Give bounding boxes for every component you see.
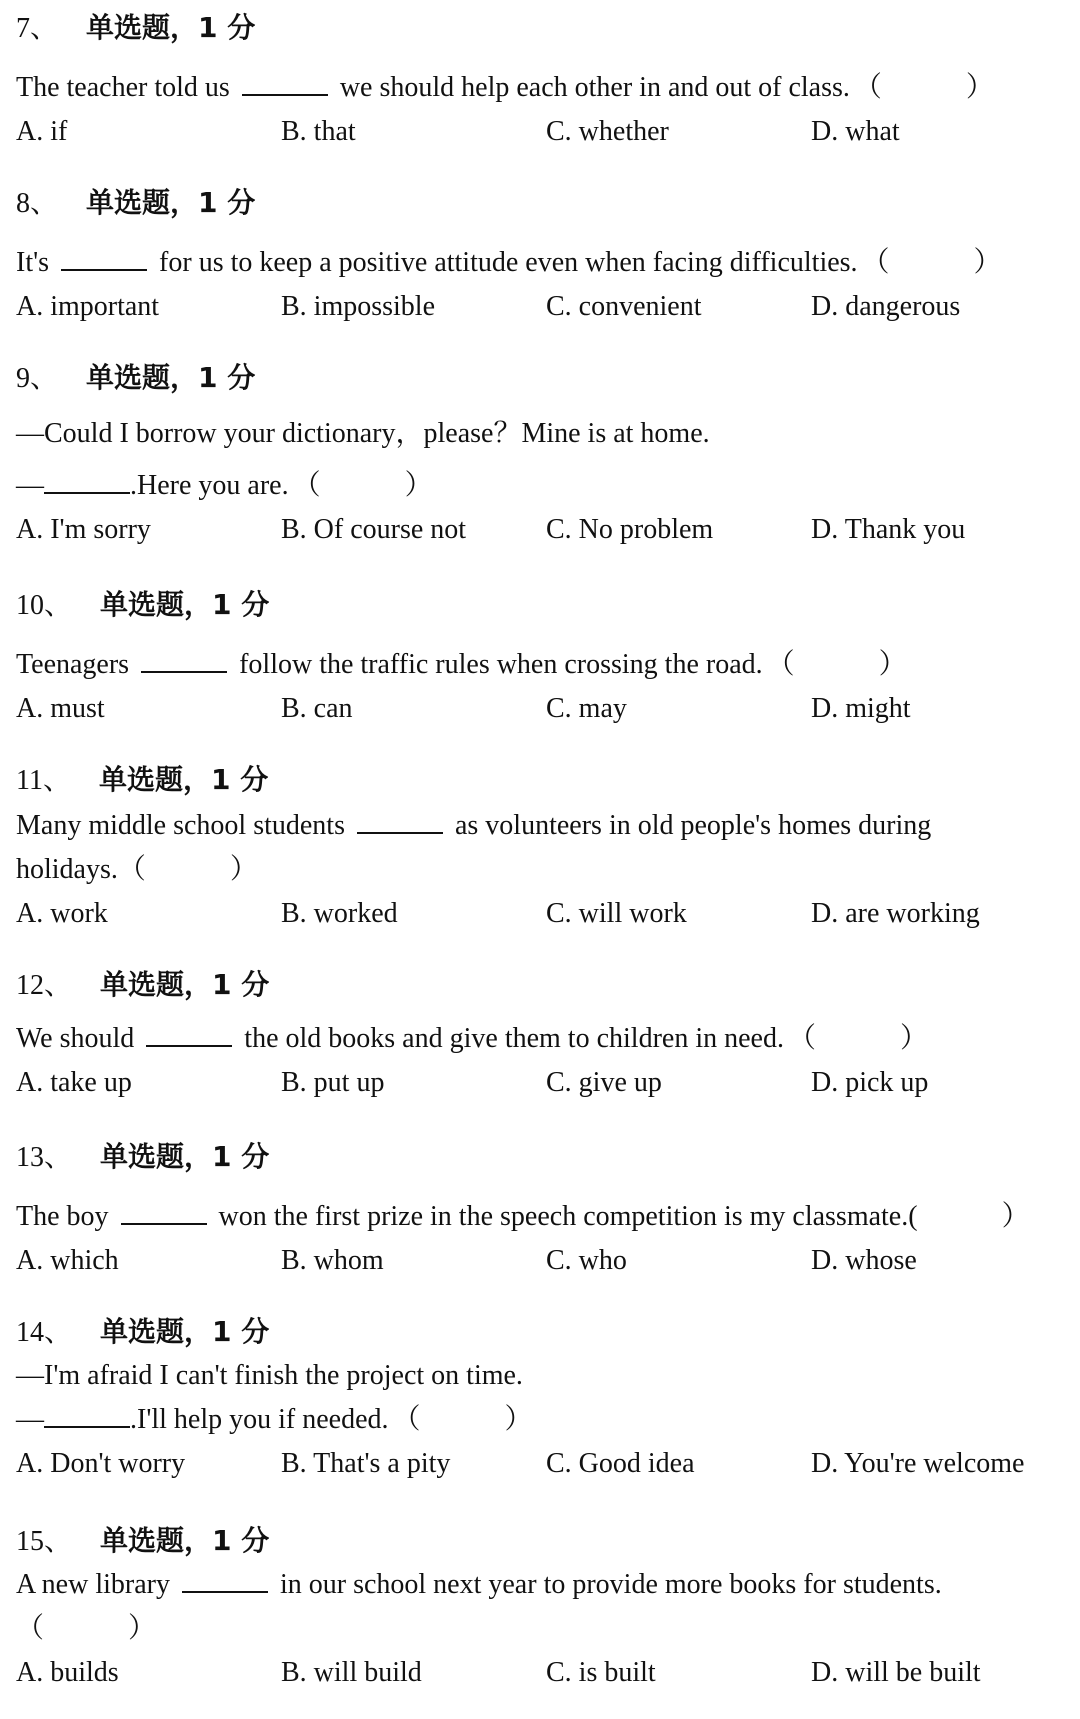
- option-c[interactable]: C. will work: [546, 898, 687, 929]
- option-a[interactable]: A. which: [16, 1245, 119, 1276]
- answer-paren: （ ）: [392, 1404, 533, 1435]
- stem-text-after: .Here you are.: [130, 470, 289, 501]
- stem-text-after: we should help each other in and out of class.: [339, 72, 850, 103]
- options-row: [16, 1239, 1066, 1283]
- question-type: 单选题，1 分: [86, 361, 256, 394]
- option-d[interactable]: D. are working: [811, 898, 980, 929]
- option-a[interactable]: A. I'm sorry: [16, 514, 151, 545]
- option-d[interactable]: D. dangerous: [811, 291, 961, 322]
- question-type: 单选题，1 分: [100, 968, 270, 1001]
- answer-blank: [61, 247, 147, 271]
- stem-text-after: .I'll help you if needed.: [130, 1404, 389, 1435]
- option-b[interactable]: B. will build: [281, 1657, 422, 1688]
- option-c[interactable]: C. No problem: [546, 514, 714, 545]
- stem-text-before: The boy: [16, 1201, 109, 1232]
- question-header: [16, 358, 1066, 398]
- answer-blank: [44, 470, 130, 494]
- question-type: 单选题，1 分: [98, 763, 269, 796]
- question-13: [16, 1137, 1066, 1283]
- question-type: 单选题，1 分: [100, 588, 270, 621]
- option-c[interactable]: C. whether: [546, 116, 669, 147]
- answer-paren: （ ）: [766, 649, 907, 680]
- option-c[interactable]: C. is built: [546, 1657, 656, 1688]
- stem-text-after: won the first prize in the speech competition is my classmate.: [218, 1201, 909, 1232]
- option-a[interactable]: A. must: [16, 693, 105, 724]
- stem-text-after: for us to keep a positive attitude even when facing difficulties.: [159, 247, 858, 278]
- option-a[interactable]: A. Don't worry: [16, 1448, 186, 1479]
- question-stem: [16, 1195, 1066, 1239]
- option-d[interactable]: D. will be built: [811, 1657, 981, 1688]
- question-header: [16, 1521, 1066, 1561]
- option-c[interactable]: C. convenient: [546, 291, 702, 322]
- option-b[interactable]: B. worked: [281, 898, 398, 929]
- answer-paren: （ ）: [292, 470, 433, 501]
- question-number: 13、: [16, 1142, 73, 1173]
- option-a[interactable]: A. builds: [16, 1657, 119, 1688]
- question-number: 11、: [16, 765, 71, 796]
- question-header: [16, 183, 1066, 223]
- question-stem: [16, 1563, 1066, 1607]
- question-stem: [16, 1017, 1066, 1061]
- question-type: 单选题，1 分: [100, 1315, 270, 1348]
- stem-text-before: —: [16, 1404, 44, 1435]
- options-row: [16, 508, 1066, 552]
- question-stem: holidays.（ ）: [16, 854, 258, 885]
- question-stem: [16, 241, 1066, 285]
- stem-text-before: —: [16, 470, 44, 501]
- option-c[interactable]: C. give up: [546, 1067, 662, 1098]
- question-number: 12、: [16, 970, 73, 1001]
- question-header: [16, 585, 1066, 625]
- question-header: [16, 965, 1066, 1005]
- options-row: [16, 285, 1066, 329]
- question-15: [16, 1521, 1066, 1695]
- answer-paren: ( ）: [908, 1201, 1030, 1232]
- question-header: [16, 1312, 1066, 1352]
- question-stem: （ ）: [16, 1613, 157, 1644]
- question-number: 8、: [16, 188, 59, 219]
- question-type: 单选题，1 分: [100, 1524, 270, 1557]
- question-14: [16, 1312, 1066, 1486]
- options-row: [16, 1061, 1066, 1105]
- question-header: [16, 760, 1066, 800]
- question-type: 单选题，1 分: [100, 1140, 270, 1173]
- stem-text-before: We should: [16, 1023, 135, 1054]
- option-a[interactable]: A. take up: [16, 1067, 132, 1098]
- option-c[interactable]: C. may: [546, 693, 627, 724]
- option-b[interactable]: B. put up: [281, 1067, 385, 1098]
- question-stem: [16, 464, 1066, 508]
- options-row: [16, 1442, 1066, 1486]
- answer-blank: [141, 649, 227, 673]
- stem-text-after: follow the traffic rules when crossing the road.: [239, 649, 763, 680]
- option-d[interactable]: D. pick up: [811, 1067, 929, 1098]
- question-type: 单选题，1 分: [86, 11, 256, 44]
- stem-text-before: A new library: [16, 1569, 170, 1600]
- question-stem: [16, 804, 1066, 848]
- question-number: 7、: [16, 13, 59, 44]
- option-d[interactable]: D. whose: [811, 1245, 917, 1276]
- answer-blank: [357, 810, 443, 834]
- stem-text-before: Teenagers: [16, 649, 130, 680]
- stem-text-before: The teacher told us: [16, 72, 230, 103]
- question-9: [16, 358, 1066, 552]
- options-row: [16, 110, 1066, 154]
- option-b[interactable]: B. impossible: [281, 291, 436, 322]
- answer-paren: （ ）: [853, 72, 994, 103]
- answer-blank: [146, 1023, 232, 1047]
- option-b[interactable]: B. That's a pity: [281, 1448, 451, 1479]
- question-number: 14、: [16, 1317, 73, 1348]
- options-row: [16, 1651, 1066, 1695]
- answer-blank: [182, 1569, 268, 1593]
- question-7: [16, 8, 1066, 154]
- stem-text-after: in our school next year to provide more books for students.: [279, 1569, 942, 1600]
- options-row: [16, 687, 1066, 731]
- answer-paren: （ ）: [787, 1023, 928, 1054]
- stem-text-before: Many middle school students: [16, 810, 345, 841]
- question-number: 15、: [16, 1526, 73, 1557]
- answer-blank: [242, 72, 328, 96]
- question-12: [16, 965, 1066, 1105]
- question-number: 10、: [16, 590, 73, 621]
- option-b[interactable]: B. can: [281, 693, 353, 724]
- question-stem: —Could I borrow your dictionary，please？Mine is at home.: [16, 418, 710, 449]
- question-header: [16, 8, 1066, 48]
- question-11: [16, 760, 1066, 936]
- option-b[interactable]: B. that: [281, 116, 356, 147]
- answer-blank: [121, 1201, 207, 1225]
- option-b[interactable]: B. Of course not: [281, 514, 467, 545]
- question-header: [16, 1137, 1066, 1177]
- option-d[interactable]: D. Thank you: [811, 514, 966, 545]
- option-d[interactable]: D. what: [811, 116, 900, 147]
- stem-text-after: the old books and give them to children in need.: [244, 1023, 784, 1054]
- answer-blank: [44, 1404, 130, 1428]
- option-c[interactable]: C. who: [546, 1245, 627, 1276]
- option-c[interactable]: C. Good idea: [546, 1448, 695, 1479]
- stem-text-before: It's: [16, 247, 50, 278]
- question-stem: [16, 643, 1066, 687]
- option-b[interactable]: B. whom: [281, 1245, 384, 1276]
- option-a[interactable]: A. if: [16, 116, 68, 147]
- options-row: [16, 892, 1066, 936]
- question-stem: [16, 1398, 1066, 1442]
- option-d[interactable]: D. You're welcome: [811, 1448, 1025, 1479]
- question-stem: —I'm afraid I can't finish the project on time.: [16, 1360, 523, 1391]
- option-a[interactable]: A. important: [16, 291, 160, 322]
- stem-text-after: as volunteers in old people's homes during: [454, 810, 932, 841]
- question-number: 9、: [16, 363, 59, 394]
- option-a[interactable]: A. work: [16, 898, 108, 929]
- question-type: 单选题，1 分: [86, 186, 256, 219]
- answer-paren: （ ）: [861, 247, 1002, 278]
- question-8: [16, 183, 1066, 329]
- option-d[interactable]: D. might: [811, 693, 911, 724]
- question-10: [16, 585, 1066, 731]
- question-stem: [16, 66, 1066, 110]
